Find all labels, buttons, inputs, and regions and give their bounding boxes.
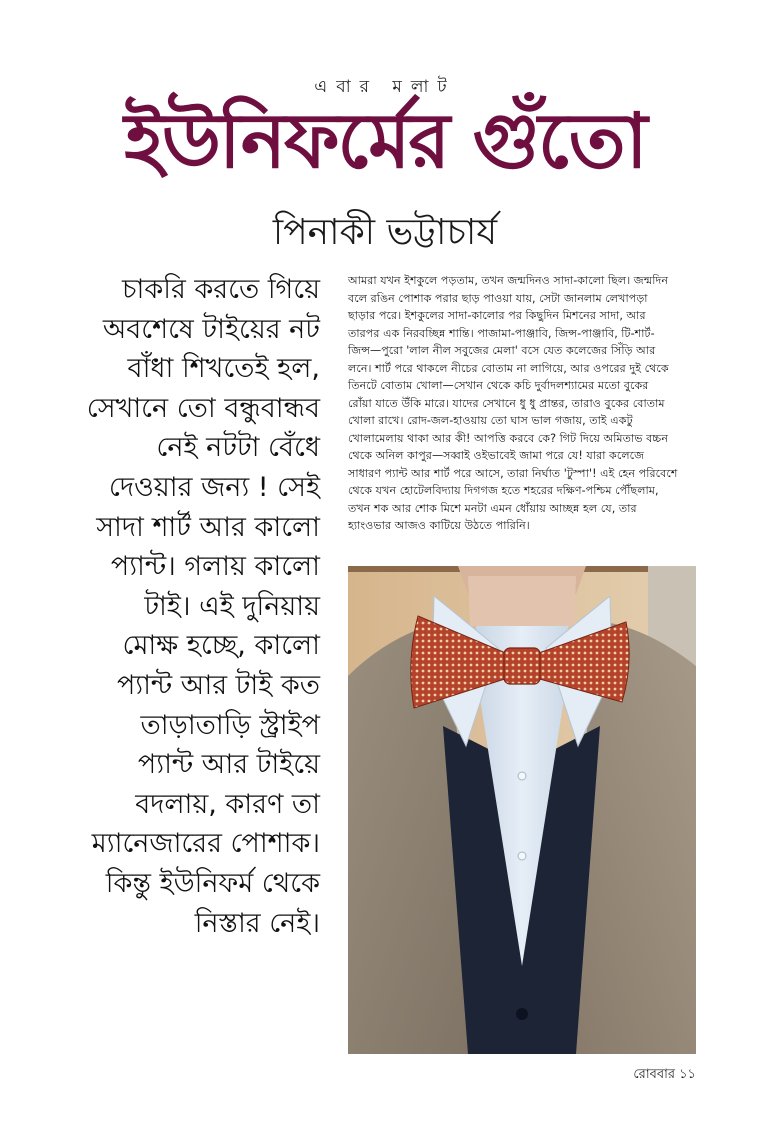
article-body <box>348 272 700 535</box>
vest-button <box>516 1008 528 1020</box>
pull-quote-line: সেখানে তো বন্ধুবান্ধব <box>86 392 320 424</box>
shirt-button <box>518 852 526 860</box>
body-line: হ্যাংওভার আজও কাটিয়ে উঠতে পারিনি। <box>348 519 530 532</box>
neck <box>468 576 576 626</box>
shirt-button <box>518 772 526 780</box>
article-title: ইউনিফর্মের গুঁতো <box>124 96 646 185</box>
body-line: রোঁয়া যাতে উঁকি মারে। যাদের সেখানে ধু ধু প্রান্তর, তারাও বুকের বোতাম <box>348 396 665 410</box>
body-line: থেকে যখন হোটেলবিদ্যায় দিগগজ হতে শহরের দক্ষিণ-পশ্চিম পৌঁছলাম, <box>348 484 659 497</box>
pull-quote-line: নেই নটটা বেঁধে <box>156 432 320 464</box>
pull-quote-line: টাই। এই দুনিয়ায় <box>144 590 320 622</box>
body-line: জিন্স—পুরো 'লাল নীল সবুজের মেলা' বসে যেত কলেজের সিঁড়ি আর <box>348 344 656 357</box>
pull-quote-line: মোক্ষ হচ্ছে, কালো <box>122 630 320 662</box>
bow-tie-knot <box>504 648 540 684</box>
body-line: খোলা রাখে। রোদ-জল-হাওয়ায় তো ঘাস ভাল গজায়, তাই একটু <box>348 414 633 427</box>
pull-quote-line: সাদা শার্ট আর কালো <box>96 511 320 543</box>
pull-quote-line: প্যান্ট। গলায় কালো <box>110 551 320 583</box>
body-line: তখন শক আর শোক মিশে মনটা এমন ধোঁয়ায় আচ্ছন্ন হল যে, তার <box>348 501 637 515</box>
body-line: থেকে অনিল কাপুর—সব্বাই ওইভাবেই জামা পরে যে! যারা কলেজে <box>348 449 645 462</box>
body-line: তারপর এক নিরবচ্ছিন্ন শান্তি। পাজামা-পাঞ্জাবি, জিন্স-পাঞ্জাবি, টি-শার্ট- <box>348 326 655 340</box>
body-line: সাধারণ প্যান্ট আর শার্ট পরে আসে, তারা নির্ঘাত 'টুস্পা'! এই হেন পরিবেশে <box>348 466 678 480</box>
pull-quote-line: নিস্তার নেই। <box>194 907 320 939</box>
body-line: আমরা যখন ইশকুলে পড়তাম, তখন জন্মদিনও সাদা-কালো ছিল। জন্মদিন <box>348 274 669 287</box>
article-author: পিনাকী ভট্টাচার্য <box>272 212 498 253</box>
pull-quote-line: বদলায়, কারণ তা <box>135 788 320 820</box>
bow-tie-photo <box>348 566 696 1054</box>
section-kicker: এবার মলাট <box>314 77 456 97</box>
pull-quote-line: অবশেষে টাইয়ের নট <box>102 313 320 345</box>
pull-quote-line: তাড়াতাড়ি স্ট্রাইপ <box>140 709 320 741</box>
pull-quote-line: চাকরি করতে গিয়ে <box>121 274 320 305</box>
pull-quote-line: বাঁধা শিখতেই হল, <box>127 353 320 385</box>
body-line: বলে রঙিন পোশাক পরার ছাড় পাওয়া যায়, সেটা জানলাম লেখাপড়া <box>348 291 648 305</box>
pull-quote-line: দেওয়ার জন্য ! সেই <box>108 471 320 503</box>
pull-quote <box>70 270 320 943</box>
pull-quote-line: প্যান্ট আর টাই কত <box>116 669 320 701</box>
body-line: তিনটে বোতাম খোলা—সেখান থেকে কচি দুর্বাদলশ্যামের মতো বুকের <box>348 379 649 392</box>
body-line: ছাড়ার পরে। ইশকুলের সাদা-কালোর পর কিছুদিন মিশনের সাদা, আর <box>348 309 646 322</box>
pull-quote-line: ম্যানেজারের পোশাক। <box>91 828 320 860</box>
body-line: লনে। শার্ট পরে থাকলে নীচের বোতাম না লাগিয়ে, আর ওপরের দুই থেকে <box>348 361 669 375</box>
pull-quote-line: কিন্তু ইউনিফর্ম থেকে <box>105 867 320 899</box>
pull-quote-line: প্যান্ট আর টাইয়ে <box>137 749 320 781</box>
body-line: খোলামেলায় থাকা আর কী! আপত্তি করবে কে? গিট দিয়ে অমিতাভ বচ্চন <box>348 431 669 445</box>
page-folio: রোববার ১১ <box>633 1067 696 1082</box>
